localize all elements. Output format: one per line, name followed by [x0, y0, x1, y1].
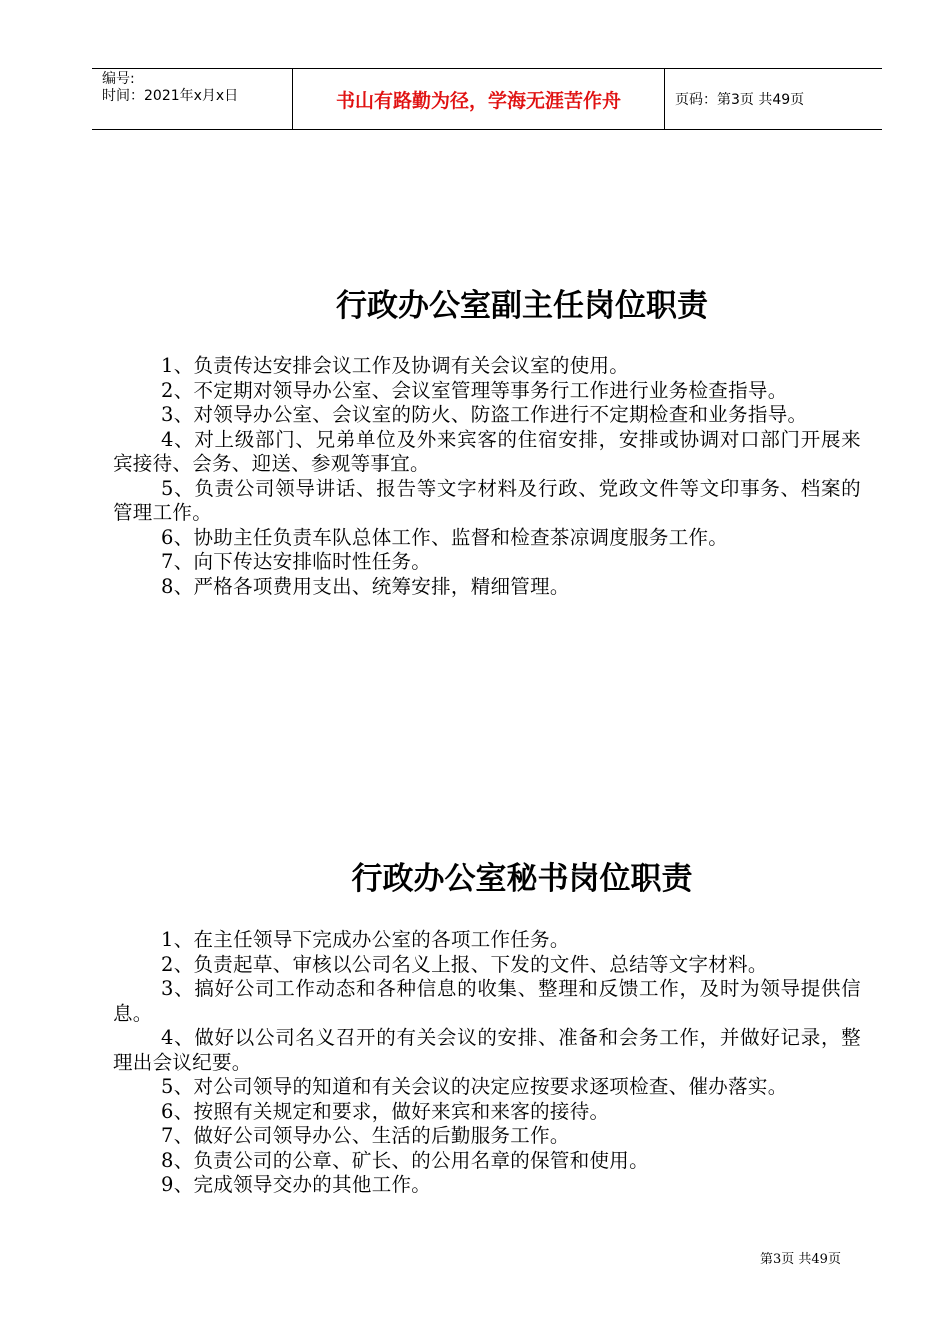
duty-item: 3、对领导办公室、会议室的防火、防盗工作进行不定期检查和业务指导。	[161, 403, 808, 426]
section2-title: 行政办公室秘书岗位职责	[351, 861, 693, 897]
header-meta	[92, 69, 293, 129]
duty-item: 2、负责起草、审核以公司名义上报、下发的文件、总结等文字材料。	[161, 952, 768, 976]
duty-item: 9、完成领导交办的其他工作。	[161, 1173, 432, 1196]
duty-item: 2、不定期对领导办公室、会议室管理等事务行工作进行业务检查指导。	[161, 378, 788, 402]
document-number-label: 编号:	[102, 71, 135, 87]
page-footer: 第3页 共49页	[760, 1252, 841, 1267]
duty-item: 8、负责公司的公章、矿长、的公用名章的保管和使用。	[161, 1148, 649, 1172]
page-header	[92, 68, 882, 130]
document-time: 时间：2021年x月x日	[102, 88, 239, 104]
duty-item: 7、向下传达安排临时性任务。	[161, 550, 432, 573]
duty-item: 5、负责公司领导讲话、报告等文字材料及行政、党政文件等文印事务、档案的管理工作。	[113, 476, 861, 524]
duty-item: 4、做好以公司名义召开的有关会议的安排、准备和会务工作，并做好记录，整理出会议纪要。	[113, 1026, 861, 1074]
section1-duty-list	[113, 354, 861, 599]
duty-item: 1、负责传达安排会议工作及协调有关会议室的使用。	[161, 354, 630, 377]
duty-item: 1、在主任领导下完成办公室的各项工作任务。	[161, 928, 570, 951]
section1-title: 行政办公室副主任岗位职责	[336, 288, 708, 324]
duty-item: 7、做好公司领导办公、生活的后勤服务工作。	[161, 1124, 570, 1147]
duty-item: 5、对公司领导的知道和有关会议的决定应按要求逐项检查、催办落实。	[161, 1075, 788, 1098]
header-page-number: 页码：第3页 共49页	[675, 92, 805, 108]
duty-item: 4、对上级部门、兄弟单位及外来宾客的住宿安排，安排或协调对口部门开展来宾接待、会务、迎送、参观等事宜。	[113, 427, 861, 475]
duty-item: 3、搞好公司工作动态和各种信息的收集、整理和反馈工作，及时为领导提供信息。	[113, 977, 861, 1025]
duty-item: 6、协助主任负责车队总体工作、监督和检查茶凉调度服务工作。	[161, 525, 729, 549]
header-motto: 书山有路勤为径，学海无涯苦作舟	[293, 69, 665, 129]
section2-duty-list	[113, 928, 861, 1198]
duty-item: 8、严格各项费用支出、统筹安排，精细管理。	[161, 574, 570, 598]
duty-item: 6、按照有关规定和要求，做好来宾和来客的接待。	[161, 1099, 610, 1123]
